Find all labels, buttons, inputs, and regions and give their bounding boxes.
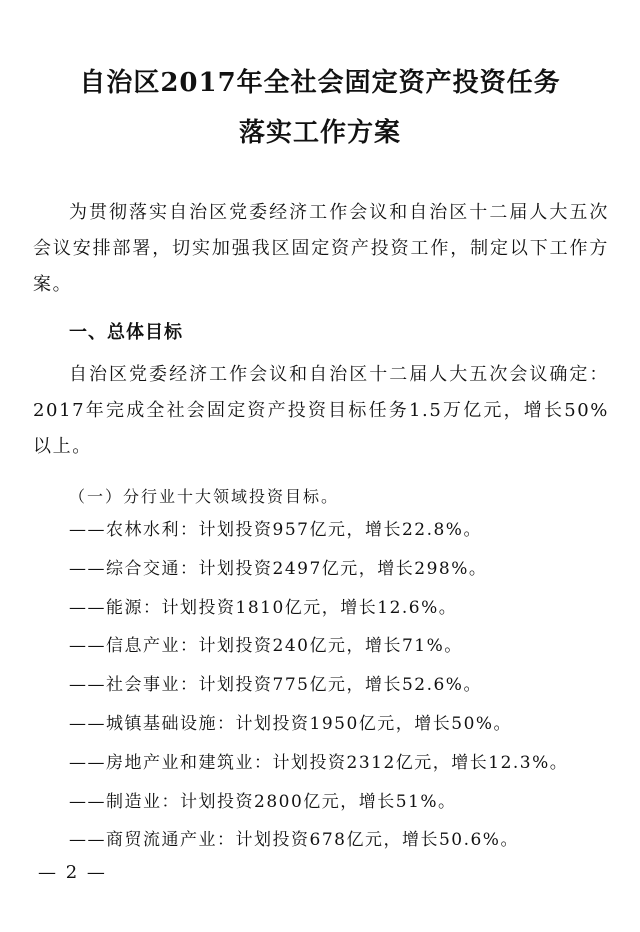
page-number: — 2 — — [38, 862, 107, 883]
section-heading: 一、总体目标 — [69, 322, 183, 343]
list-item: ——制造业：计划投资2800亿元，增长51%。 — [69, 791, 457, 812]
document-title-line2: 落实工作方案 — [238, 118, 401, 148]
list-item: ——能源：计划投资1810亿元，增长12.6%。 — [69, 597, 458, 618]
investment-target-list — [69, 520, 568, 869]
section-paragraph: 自治区党委经济工作会议和自治区十二届人大五次会议确定：2017年完成全社会固定资产投资目标任务1.5万亿元，增长50%以上。 — [33, 364, 609, 457]
list-item: ——综合交通：计划投资2497亿元，增长298%。 — [69, 558, 488, 579]
subsection-heading: （一）分行业十大领域投资目标。 — [69, 487, 340, 506]
list-item: ——城镇基础设施：计划投资1950亿元，增长50%。 — [69, 713, 513, 734]
document-title-line1: 自治区2017年全社会固定资产投资任务 — [79, 68, 561, 98]
list-item: ——房地产业和建筑业：计划投资2312亿元，增长12.3%。 — [69, 752, 569, 773]
list-item: ——社会事业：计划投资775亿元，增长52.6%。 — [69, 675, 482, 696]
list-item: ——商贸流通产业：计划投资678亿元，增长50.6%。 — [69, 830, 519, 851]
list-item: ——农林水利：计划投资957亿元，增长22.8%。 — [69, 520, 482, 540]
list-item: ——信息产业：计划投资240亿元，增长71%。 — [69, 636, 463, 657]
intro-paragraph: 为贯彻落实自治区党委经济工作会议和自治区十二届人大五次会议安排部署，切实加强我区固定资产投资工作，制定以下工作方案。 — [33, 202, 609, 295]
